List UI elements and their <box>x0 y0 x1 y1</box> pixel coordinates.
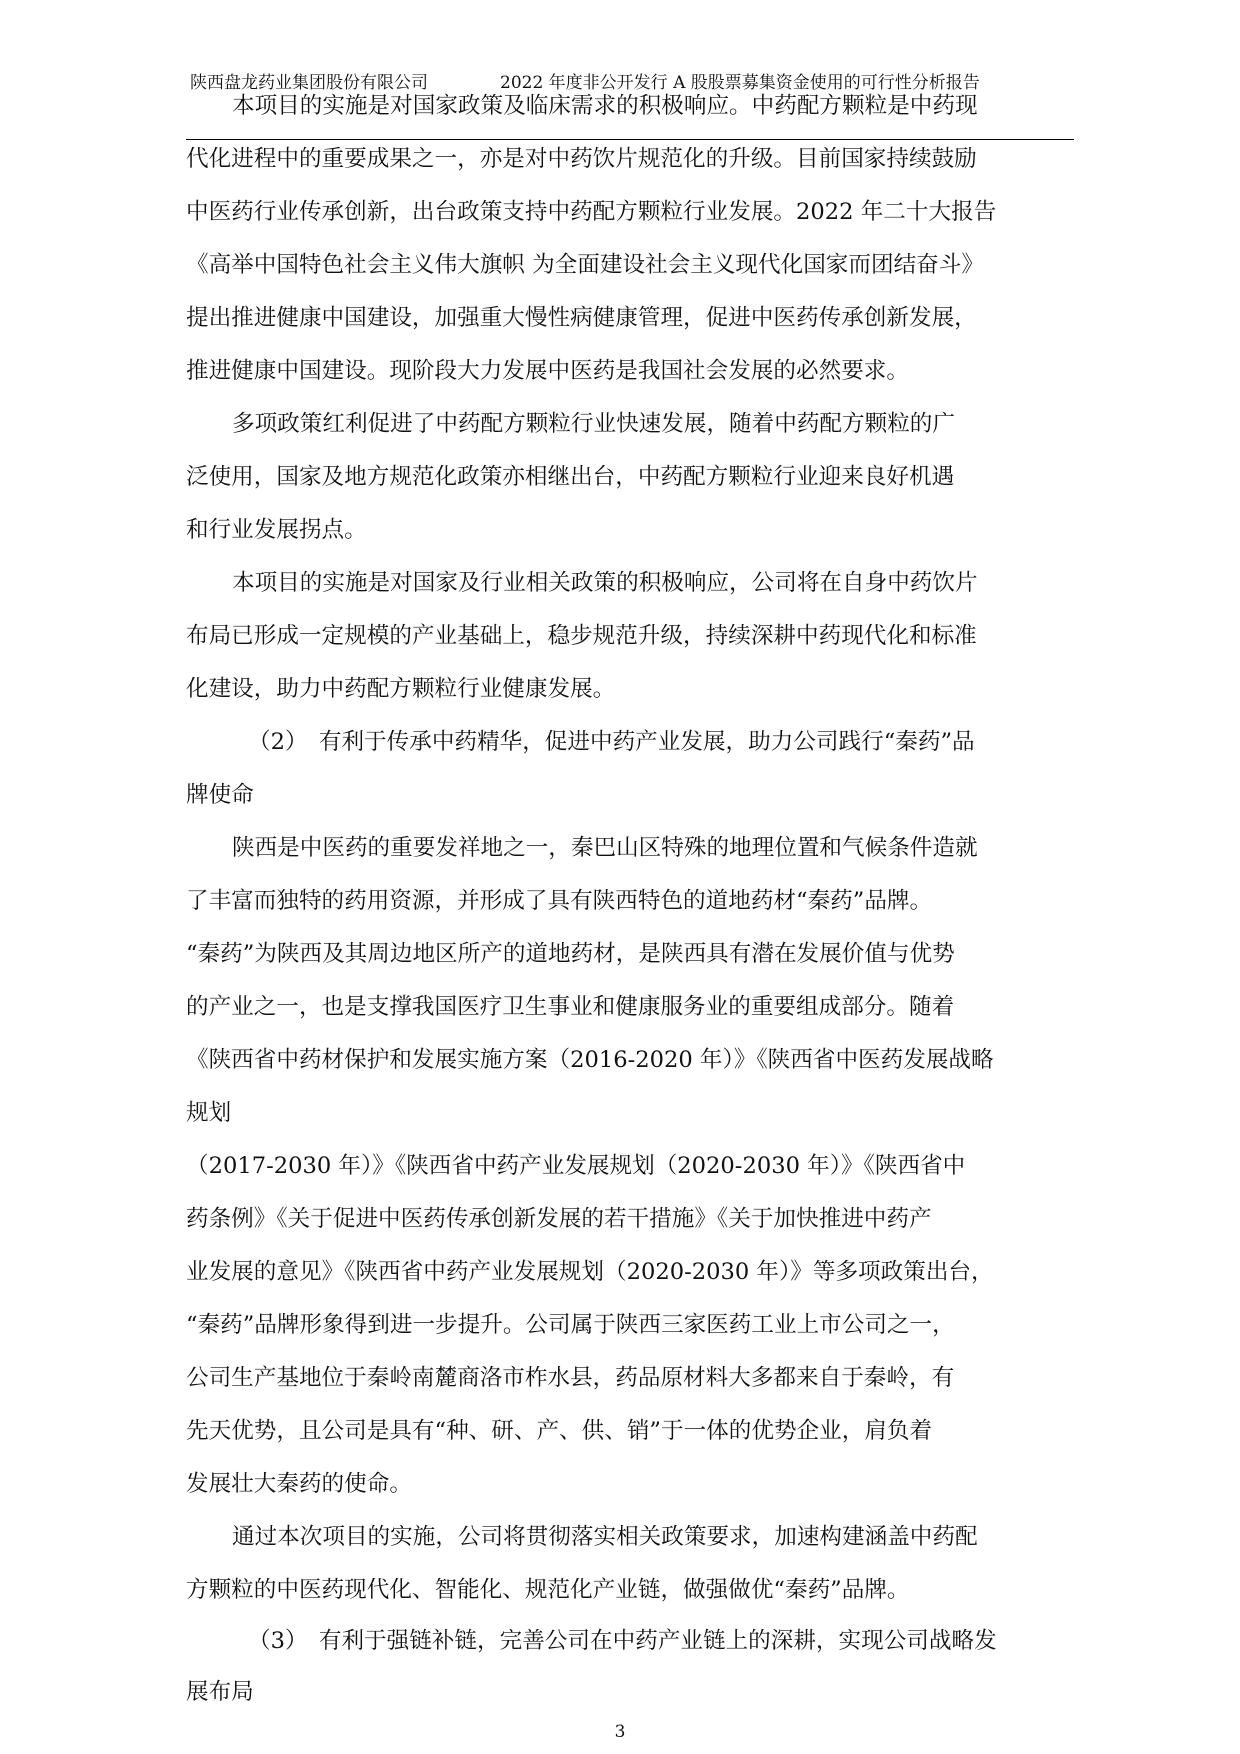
body-line: 提出推进健康中国建设，加强重大慢性病健康管理，促进中医药传承创新发展， <box>186 305 977 331</box>
body-line: 布局已形成一定规模的产业基础上，稳步规范升级，持续深耕中药现代化和标准 <box>186 623 977 649</box>
body-line: 泛使用，国家及地方规范化政策亦相继出台，中药配方颗粒行业迎来良好机遇 <box>186 464 955 490</box>
body-line: 《高举中国特色社会主义伟大旗帜 为全面建设社会主义现代化国家而团结奋斗》 <box>186 252 984 278</box>
header-company: 陕西盘龙药业集团股份有限公司 <box>190 73 428 93</box>
body-line: 通过本次项目的实施，公司将贯彻落实相关政策要求，加速构建涵盖中药配 <box>232 1524 978 1550</box>
body-line: 推进健康中国建设。现阶段大力发展中医药是我国社会发展的必然要求。 <box>186 358 909 384</box>
body-line: 化建设，助力中药配方颗粒行业健康发展。 <box>186 676 616 702</box>
body-line: 多项政策红利促进了中药配方颗粒行业快速发展，随着中药配方颗粒的广 <box>232 411 955 437</box>
body-line: 和行业发展拐点。 <box>186 517 367 543</box>
body-line: 方颗粒的中医药现代化、智能化、规范化产业链，做强做优“秦药”品牌。 <box>186 1577 910 1603</box>
body-line: 先天优势，且公司是具有“种、研、产、供、销”于一体的优势企业，肩负着 <box>186 1418 933 1444</box>
section-heading: （2） 有利于传承中药精华，促进中药产业发展，助力公司践行“秦药”品 <box>248 729 975 755</box>
body-line: 药条例》《关于促进中医药传承创新发展的若干措施》《关于加快推进中药产 <box>186 1206 932 1232</box>
body-line: 代化进程中的重要成果之一，亦是对中药饮片规范化的升级。目前国家持续鼓励 <box>186 146 977 172</box>
body-line: “秦药”品牌形象得到进一步提升。公司属于陕西三家医药工业上市公司之一， <box>186 1312 955 1338</box>
body-line: 本项目的实施是对国家政策及临床需求的积极响应。中药配方颗粒是中药现 <box>232 93 978 119</box>
body-line: “秦药”为陕西及其周边地区所产的道地药材，是陕西具有潜在发展价值与优势 <box>186 941 955 967</box>
body-line: 陕西是中医药的重要发祥地之一，秦巴山区特殊的地理位置和气候条件造就 <box>232 835 978 861</box>
body-line: （2017-2030 年）》《陕西省中药产业发展规划（2020-2030 年）》《陕西省中 <box>186 1153 966 1179</box>
page-number: 3 <box>614 1722 626 1742</box>
section-heading: （3） 有利于强链补链，完善公司在中药产业链上的深耕，实现公司战略发 <box>248 1628 997 1654</box>
body-line: 的产业之一，也是支撑我国医疗卫生事业和健康服务业的重要组成部分。随着 <box>186 994 955 1020</box>
body-line: 业发展的意见》《陕西省中药产业发展规划（2020-2030 年）》等多项政策出台， <box>186 1259 994 1285</box>
body-line: 中医药行业传承创新，出台政策支持中药配方颗粒行业发展。2022 年二十大报告 <box>186 199 997 225</box>
header-report-title: 2022 年度非公开发行 A 股股票募集资金使用的可行性分析报告 <box>500 73 980 93</box>
section-heading: 牌使命 <box>186 782 254 808</box>
body-line: 本项目的实施是对国家及行业相关政策的积极响应，公司将在自身中药饮片 <box>232 570 978 596</box>
body-line: 发展壮大秦药的使命。 <box>186 1471 412 1497</box>
body-line: 公司生产基地位于秦岭南麓商洛市柞水县，药品原材料大多都来自于秦岭，有 <box>186 1365 955 1391</box>
body-line: 《陕西省中药材保护和发展实施方案（2016-2020 年）》《陕西省中医药发展战略 <box>186 1047 994 1073</box>
body-line: 规划 <box>186 1100 232 1126</box>
section-heading: 展布局 <box>186 1679 254 1705</box>
header-rule <box>186 139 1074 140</box>
body-line: 了丰富而独特的药用资源，并形成了具有陕西特色的道地药材“秦药”品牌。 <box>186 888 933 914</box>
